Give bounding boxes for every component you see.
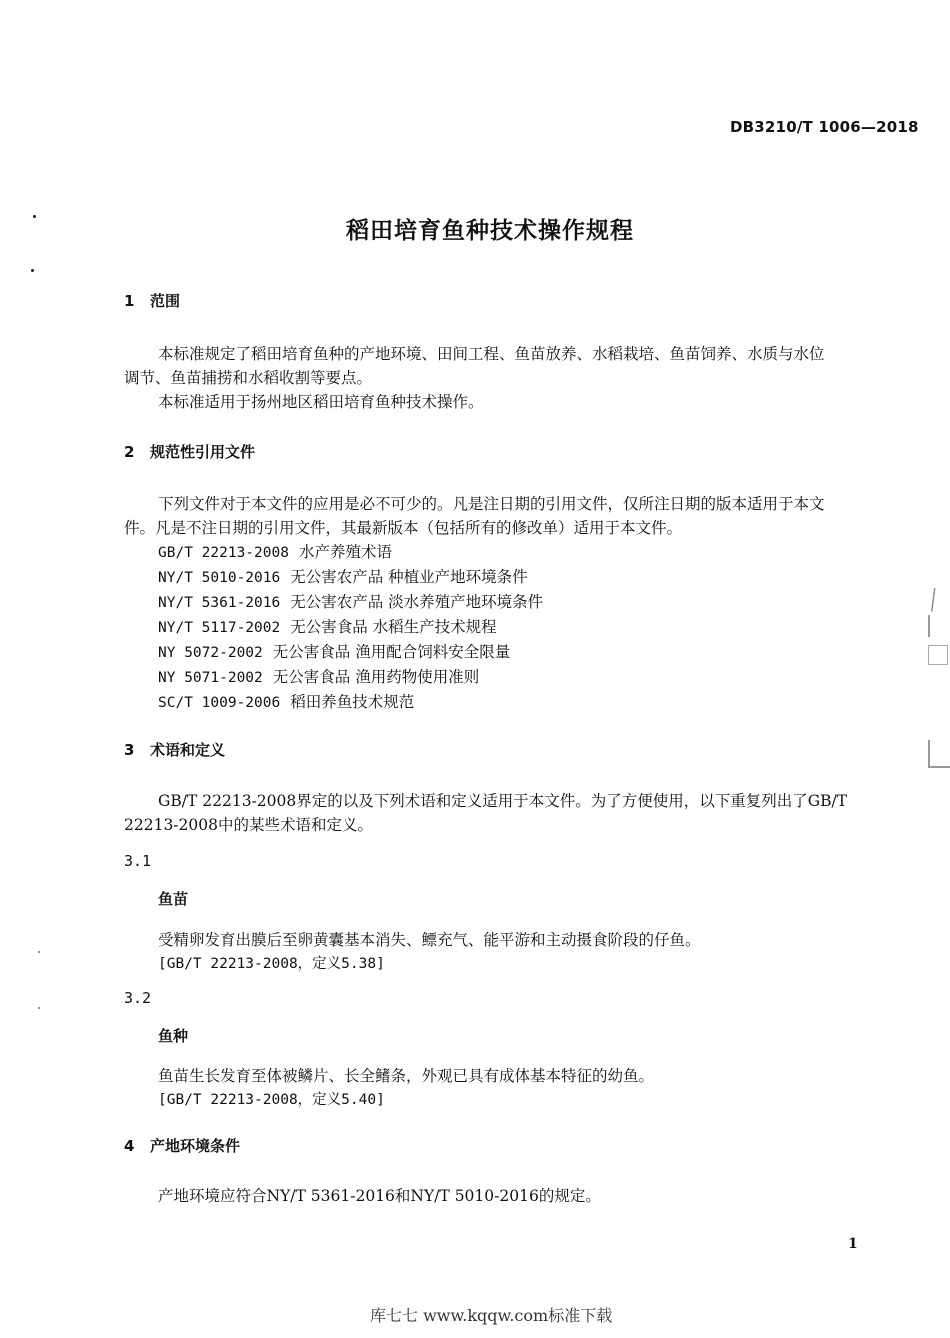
margin-mark: ╱ [924,588,943,613]
section-1-paragraph-2: 本标准适用于扬州地区稻田培育鱼种技术操作。 [158,393,484,411]
margin-mark [928,615,950,637]
section-4-paragraph: 产地环境应符合NY/T 5361-2016和NY/T 5010-2016的规定。 [158,1187,601,1205]
reference-code: GB/T 22213-2008 [158,545,289,561]
reference-name: 水产养殖术语 [298,543,392,561]
footer-watermark: 库七七 www.kqqw.com标准下载 [370,1306,613,1325]
section-title: 规范性引用文件 [150,443,256,461]
reference-name: 无公害农产品 种植业产地环境条件 [290,568,528,586]
section-3-paragraph-line-1: GB/T 22213-2008界定的以及下列术语和定义适用于本文件。为了方便使用，以下重复列出了GB/T [158,792,848,810]
reference-item [158,565,538,587]
section-2-heading [124,441,255,462]
reference-item [158,690,424,712]
reference-name: 无公害农产品 淡水养殖产地环境条件 [290,593,544,611]
reference-code: NY/T 5117-2002 [158,620,281,636]
document-number: DB3210/T 1006—2018 [730,118,919,136]
reference-code: NY 5072-2002 [158,645,263,661]
term-3-2-title: 鱼种 [158,1027,189,1045]
section-number: 1 [124,292,135,310]
margin-mark [928,645,948,665]
section-3-heading [124,739,225,760]
section-number: 3 [124,741,135,759]
section-1-paragraph-1-line-2: 调节、鱼苗捕捞和水稻收割等要点。 [124,369,373,387]
term-3-2-number: 3.2 [124,989,152,1007]
term-3-1-number: 3.1 [124,852,152,870]
section-2-paragraph-line-1: 下列文件对于本文件的应用是必不可少的。凡是注日期的引用文件，仅所注日期的版本适用于本文 [158,495,825,513]
reference-item [158,540,402,562]
section-number: 2 [124,443,135,461]
term-3-1-title: 鱼苗 [158,890,189,908]
page-number: 1 [848,1236,858,1252]
reference-name: 无公害食品 水稻生产技术规程 [290,618,497,636]
scan-speck [33,215,36,218]
section-title: 产地环境条件 [150,1137,241,1155]
section-1-heading [124,290,180,311]
section-2-paragraph-line-2: 件。凡是不注日期的引用文件，其最新版本（包括所有的修改单）适用于本文件。 [124,519,683,537]
section-3-paragraph-line-2: 22213-2008中的某些术语和定义。 [124,816,373,834]
reference-code: NY/T 5010-2016 [158,570,281,586]
reference-name: 无公害食品 渔用药物使用准则 [272,668,480,686]
term-3-2-source: [GB/T 22213-2008，定义5.40] [158,1092,385,1108]
reference-name: 稻田养鱼技术规范 [290,693,415,711]
reference-code: NY 5071-2002 [158,670,263,686]
scan-speck [38,951,40,953]
reference-item [158,665,489,687]
term-3-1-definition: 受精卵发育出膜后至卵黄囊基本消失、鳔充气、能平游和主动摄食阶段的仔鱼。 [158,931,701,949]
reference-item [158,640,520,662]
reference-code: NY/T 5361-2016 [158,595,281,611]
reference-item [158,615,507,637]
reference-code: SC/T 1009-2006 [158,695,281,711]
term-3-1-source: [GB/T 22213-2008，定义5.38] [158,956,385,972]
term-3-2-definition: 鱼苗生长发育至体被鳞片、长全鳍条，外观已具有成体基本特征的幼鱼。 [158,1067,655,1085]
reference-name: 无公害食品 渔用配合饲料安全限量 [272,643,511,661]
margin-mark [928,740,950,768]
section-4-heading [124,1135,240,1156]
reference-item [158,590,553,612]
section-number: 4 [124,1137,135,1155]
section-1-paragraph-1-line-1: 本标准规定了稻田培育鱼种的产地环境、田间工程、鱼苗放养、水稻栽培、鱼苗饲养、水质与水位 [158,345,825,363]
scan-speck [38,1007,40,1009]
section-title: 术语和定义 [150,741,226,759]
scan-speck [31,269,34,272]
section-title: 范围 [150,292,181,310]
page-title: 稻田培育鱼种技术操作规程 [346,218,634,244]
